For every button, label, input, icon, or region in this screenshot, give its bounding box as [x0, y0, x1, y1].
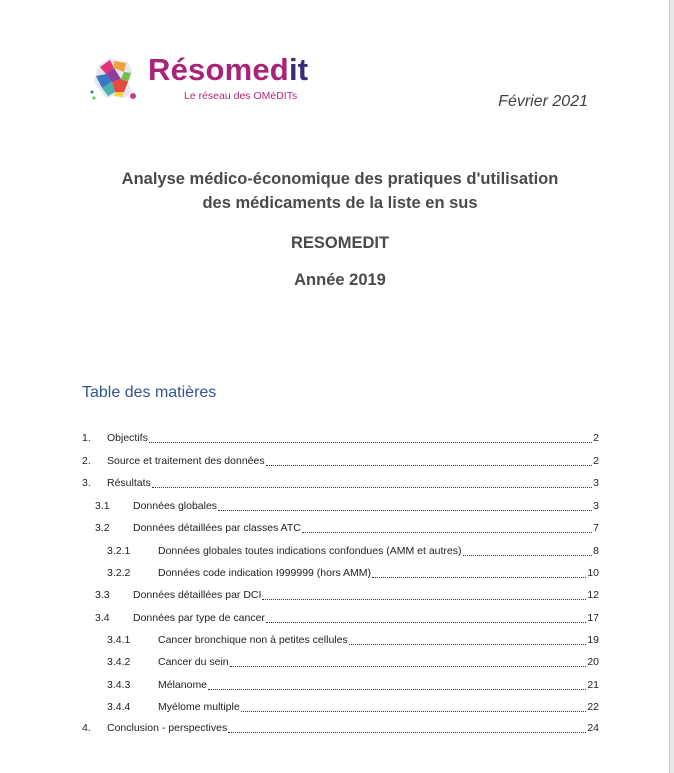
toc-entry-label: Mélanome	[158, 679, 208, 691]
toc-entry-number: 3.4.2	[107, 656, 131, 668]
toc-entry-label: Données par type de cancer	[133, 612, 265, 624]
toc-entry[interactable]	[82, 610, 599, 626]
toc-leader-dots	[266, 465, 593, 466]
toc-entry[interactable]	[82, 498, 599, 514]
toc-entry[interactable]	[82, 587, 599, 603]
toc-entry-page: 24	[587, 722, 599, 734]
toc-entry-label: Source et traitement des données	[107, 455, 265, 467]
toc-entry-label: Cancer bronchique non à petites cellules	[158, 634, 348, 646]
page-edge	[669, 0, 674, 773]
toc-entry-number: 3.4.4	[107, 701, 131, 713]
toc-entry-label: Données détaillées par DCI	[133, 589, 262, 601]
toc-entry-label: Résultats	[107, 477, 151, 489]
toc-leader-dots	[241, 711, 587, 712]
toc-entry-label: Cancer du sein	[158, 656, 229, 668]
toc-leader-dots	[228, 732, 586, 733]
toc-entry[interactable]	[82, 475, 599, 491]
toc-entry[interactable]	[82, 720, 599, 736]
toc-entry-page: 7	[593, 522, 599, 534]
toc-leader-dots	[349, 644, 587, 645]
toc-leader-dots	[372, 577, 586, 578]
france-map-logo-icon	[88, 52, 140, 104]
toc-entry-label: Données globales toutes indications confondues (AMM et autres)	[158, 545, 462, 557]
toc-entry-number: 3.4.1	[107, 634, 131, 646]
toc-entry-page: 12	[587, 589, 599, 601]
toc-entry[interactable]	[82, 654, 599, 670]
toc-entry-number: 1.	[82, 432, 91, 444]
toc-entry-number: 4.	[82, 722, 91, 734]
toc-leader-dots	[230, 666, 587, 667]
toc-entry-page: 2	[593, 455, 599, 467]
toc-entry-number: 3.2.2	[107, 567, 131, 579]
toc-leader-dots	[266, 622, 586, 623]
toc-entry-page: 3	[593, 477, 599, 489]
toc-entry-number: 3.1	[95, 500, 110, 512]
logo-subtitle: Le réseau des OMéDITs	[184, 90, 298, 102]
toc-entry-number: 3.2.1	[107, 545, 131, 557]
toc-entry-label: Données code indication I999999 (hors AMM)	[158, 567, 372, 579]
document-date: Février 2021	[498, 93, 588, 110]
toc-entry-number: 3.3	[95, 589, 110, 601]
toc-entry-page: 3	[593, 500, 599, 512]
toc-entry[interactable]	[82, 565, 599, 581]
toc-entry-number: 3.2	[95, 522, 110, 534]
toc-leader-dots	[208, 689, 586, 690]
toc-entry-page: 20	[587, 656, 599, 668]
toc-leader-dots	[262, 599, 586, 600]
logo-wordmark: Résomedit	[148, 52, 309, 87]
toc-entry[interactable]	[82, 677, 599, 693]
organization-name: RESOMEDIT	[290, 234, 390, 252]
toc-entry-label: Objectifs	[107, 432, 148, 444]
toc-entry[interactable]	[82, 430, 599, 446]
document-year: Année 2019	[294, 271, 386, 289]
toc-entry-page: 10	[587, 567, 599, 579]
toc-entry-page: 17	[587, 612, 599, 624]
toc-entry-page: 2	[593, 432, 599, 444]
toc-leader-dots	[152, 487, 592, 488]
toc-entry-label: Conclusion - perspectives	[107, 722, 228, 734]
document-title: Analyse médico-économique des pratiques d'utilisation des médicaments de la liste en sus	[121, 170, 559, 212]
toc-entry-number: 3.4.3	[107, 679, 131, 691]
toc-entry[interactable]	[82, 632, 599, 648]
toc-heading: Table des matières	[82, 384, 217, 401]
toc-entry-number: 2.	[82, 455, 91, 467]
toc-entry-page: 21	[587, 679, 599, 691]
toc-entry[interactable]	[82, 699, 599, 715]
toc-entry-label: Données globales	[133, 500, 218, 512]
toc-entry-page: 8	[593, 545, 599, 557]
toc-leader-dots	[463, 555, 593, 556]
toc-entry[interactable]	[82, 453, 599, 469]
toc-leader-dots	[302, 532, 592, 533]
toc-entry-page: 19	[587, 634, 599, 646]
toc-leader-dots	[149, 442, 592, 443]
toc-entry[interactable]	[82, 543, 599, 559]
toc-entry-label: Myélome multiple	[158, 701, 240, 713]
toc-entry-label: Données détaillées par classes ATC	[133, 522, 301, 534]
toc-entry[interactable]	[82, 520, 599, 536]
toc-leader-dots	[218, 510, 592, 511]
toc-entry-page: 22	[587, 701, 599, 713]
resomedit-logo	[88, 50, 338, 110]
toc-entry-number: 3.4	[95, 612, 110, 624]
toc-entry-number: 3.	[82, 477, 91, 489]
